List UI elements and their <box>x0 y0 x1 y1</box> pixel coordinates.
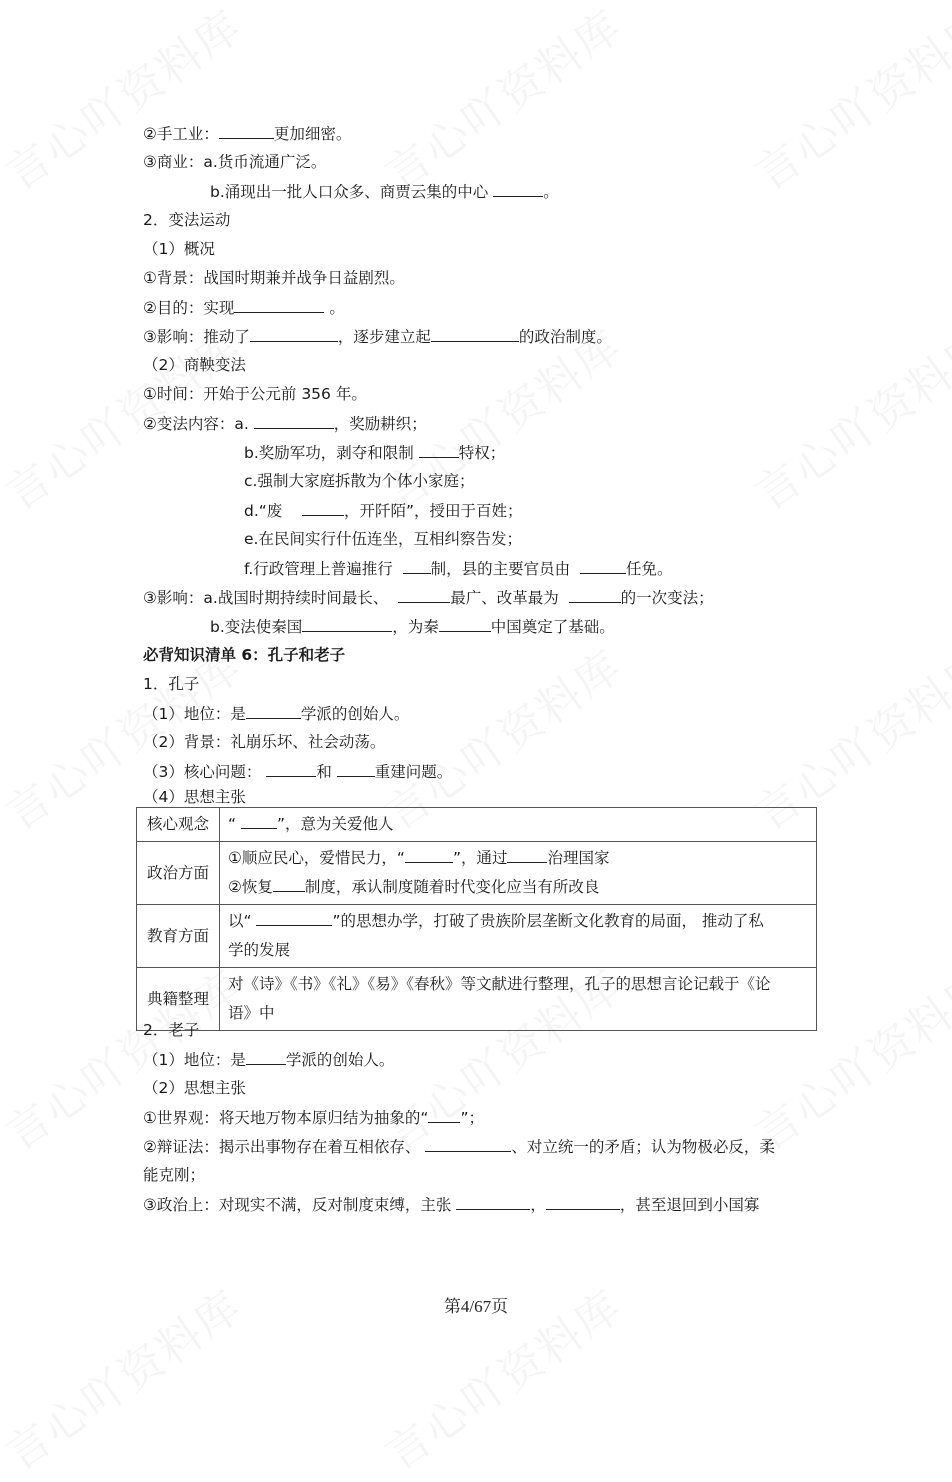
text: 、对立统一的矛盾；认为物极必反，柔 <box>511 1138 775 1156</box>
text: ②恢复 <box>228 878 273 896</box>
fill-blank[interactable] <box>266 761 316 777</box>
purpose-line <box>143 297 345 318</box>
row-content <box>220 808 817 842</box>
text: 中国奠定了基础。 <box>490 618 615 636</box>
text: 治理国家 <box>547 849 610 867</box>
fill-blank[interactable] <box>219 123 274 139</box>
text: 的政治制度。 <box>518 328 612 346</box>
confucius-ideas-table <box>136 807 817 1031</box>
text: 和 <box>316 763 332 781</box>
text: 制度，承认制度随着时代变化应当有所改良 <box>304 878 600 896</box>
fill-blank[interactable] <box>419 442 459 458</box>
text: ②目的：实现 <box>143 299 235 317</box>
text: ③政治上：对现实不满，反对制度束缚，主张 <box>143 1196 452 1214</box>
text: 更加细密。 <box>273 125 352 143</box>
politics-line <box>143 1194 759 1215</box>
text: 任免。 <box>626 560 673 578</box>
text: ，为秦 <box>392 618 439 636</box>
section-heading: 2．老子 <box>143 1021 200 1039</box>
text: ”的思想办学，打破了贵族阶层垄断文化教育的局面， 推动了私 <box>332 912 764 930</box>
content-line: 学的发展 <box>228 941 291 959</box>
impact-line-b <box>210 616 615 637</box>
confucius-background-line: （2）背景：礼崩乐坏、社会动荡。 <box>143 733 386 751</box>
fill-blank[interactable] <box>431 326 519 342</box>
time-line: ①时间：开始于公元前 356 年。 <box>143 385 367 403</box>
text: ，开阡陌”，授田于百姓； <box>344 502 523 520</box>
text: 学派的创始人。 <box>285 1051 395 1069</box>
fill-blank[interactable] <box>428 1107 460 1123</box>
fill-blank[interactable] <box>493 181 543 197</box>
text: ，逐步建立起 <box>337 328 431 346</box>
text: 以“ <box>228 912 257 930</box>
row-label: 政治方面 <box>137 842 220 905</box>
text: （1）地位：是 <box>143 1051 246 1069</box>
fill-blank[interactable] <box>403 558 431 574</box>
worldview-line <box>143 1107 484 1128</box>
fill-blank[interactable] <box>439 616 491 632</box>
text: 重建问题。 <box>374 763 453 781</box>
fill-blank[interactable] <box>405 847 453 863</box>
text: b.涌现出一批人口众多、商贾云集的中心 <box>210 183 489 201</box>
text: 特权； <box>458 444 506 462</box>
fill-blank[interactable] <box>546 1194 620 1210</box>
content-line <box>228 873 808 902</box>
text: a. <box>234 415 249 433</box>
text: （3）核心问题： <box>143 763 262 781</box>
table-row <box>137 842 817 905</box>
row-label: 典籍整理 <box>137 968 220 1031</box>
fill-blank[interactable] <box>273 876 305 892</box>
content-line-e: e.在民间实行什伍连坐，互相纠察告发； <box>244 530 522 548</box>
text: ②辩证法：揭示出事物存在着互相依存、 <box>143 1138 421 1156</box>
fill-blank[interactable] <box>337 761 375 777</box>
fill-blank[interactable] <box>234 297 324 313</box>
section-heading: 2．变法运动 <box>143 211 231 229</box>
text: 制，县的主要官员由 <box>430 560 571 578</box>
dialectic-line-2: 能克刚； <box>143 1166 206 1184</box>
text: d.“废 <box>244 502 283 520</box>
fill-blank[interactable] <box>250 326 338 342</box>
table-row <box>137 808 817 842</box>
content-line: 对《诗》《书》《礼》《易》《春秋》等文献进行整理，孔子的思想言论记载于《论 <box>228 975 771 993</box>
fill-blank[interactable] <box>254 413 334 429</box>
subsection-heading: （1）概况 <box>143 240 215 258</box>
table-row <box>137 968 817 1031</box>
page-number: 第4/67页 <box>443 1297 509 1316</box>
fill-blank[interactable] <box>456 1194 530 1210</box>
content-line: 语》中 <box>228 1004 275 1022</box>
content-line-d <box>244 500 523 521</box>
text: a.货币流通广泛。 <box>203 153 327 171</box>
text: ③影响：推动了 <box>143 328 250 346</box>
fill-blank[interactable] <box>302 500 344 516</box>
subsection-heading: （2）商鞅变法 <box>143 356 246 374</box>
text: ①世界观：将天地万物本原归结为抽象的“ <box>143 1109 429 1127</box>
subsection-heading: （4）思想主张 <box>143 788 246 806</box>
text: ②手工业： <box>143 125 219 143</box>
fill-blank[interactable] <box>241 813 277 829</box>
fill-blank[interactable] <box>246 703 301 719</box>
subsection-heading: （2）思想主张 <box>143 1079 246 1097</box>
text: 学派的创始人。 <box>300 705 410 723</box>
impact-line <box>143 326 612 347</box>
text: ③商业： <box>143 153 204 171</box>
row-content <box>220 842 817 905</box>
fill-blank[interactable] <box>580 558 626 574</box>
text: ”； <box>460 1109 484 1127</box>
text: ①顺应民心，爱惜民力，“ <box>228 849 405 867</box>
text: ③影响： <box>143 589 204 607</box>
text: ，甚至退回到小国寡 <box>619 1196 760 1214</box>
content-line <box>228 907 808 936</box>
text: 最广、改革最为 <box>450 589 559 607</box>
fill-blank[interactable] <box>246 1049 286 1065</box>
confucius-status-line <box>143 703 409 724</box>
fill-blank[interactable] <box>569 587 621 603</box>
impact-line-a <box>143 587 714 608</box>
handicraft-line <box>143 123 351 144</box>
text: ，奖励耕织； <box>333 415 427 433</box>
dialectic-line <box>143 1136 775 1157</box>
text: f.行政管理上普遍推行 <box>244 560 393 578</box>
commerce-line-b <box>210 181 559 202</box>
text: “ <box>228 815 237 833</box>
laozi-status-line <box>143 1049 394 1070</box>
table-row <box>137 905 817 968</box>
text: ②变法内容： <box>143 415 235 433</box>
text: ， <box>530 1196 546 1214</box>
row-content <box>220 968 817 1031</box>
content-line-f <box>244 558 673 579</box>
content-line-b <box>244 442 505 463</box>
text: b.奖励军功，剥夺和限制 <box>244 444 414 462</box>
text: b.变法使秦国 <box>210 618 303 636</box>
row-label: 核心观念 <box>137 808 220 842</box>
text: 。 <box>543 183 559 201</box>
text: ”，意为关爱他人 <box>276 815 394 833</box>
text: 的一次变法； <box>620 589 714 607</box>
fill-blank[interactable] <box>398 587 450 603</box>
section-heading: 1．孔子 <box>143 675 200 693</box>
checklist-title: 必背知识清单 6：孔子和老子 <box>143 646 346 664</box>
content-line-a <box>143 413 427 434</box>
content-line <box>228 844 808 873</box>
text: ”，通过 <box>452 849 508 867</box>
fill-blank[interactable] <box>507 847 547 863</box>
text: （1）地位：是 <box>143 705 246 723</box>
content-line-c: c.强制大家庭拆散为个体小家庭； <box>244 472 475 490</box>
background-line: ①背景：战国时期兼并战争日益剧烈。 <box>143 269 405 287</box>
fill-blank[interactable] <box>425 1136 511 1152</box>
text: a.战国时期持续时间最长、 <box>203 589 389 607</box>
text: 。 <box>329 299 345 317</box>
row-content <box>220 905 817 968</box>
fill-blank[interactable] <box>302 616 392 632</box>
confucius-core-line <box>143 761 452 782</box>
fill-blank[interactable] <box>256 910 332 926</box>
commerce-line-a <box>143 152 326 172</box>
row-label: 教育方面 <box>137 905 220 968</box>
